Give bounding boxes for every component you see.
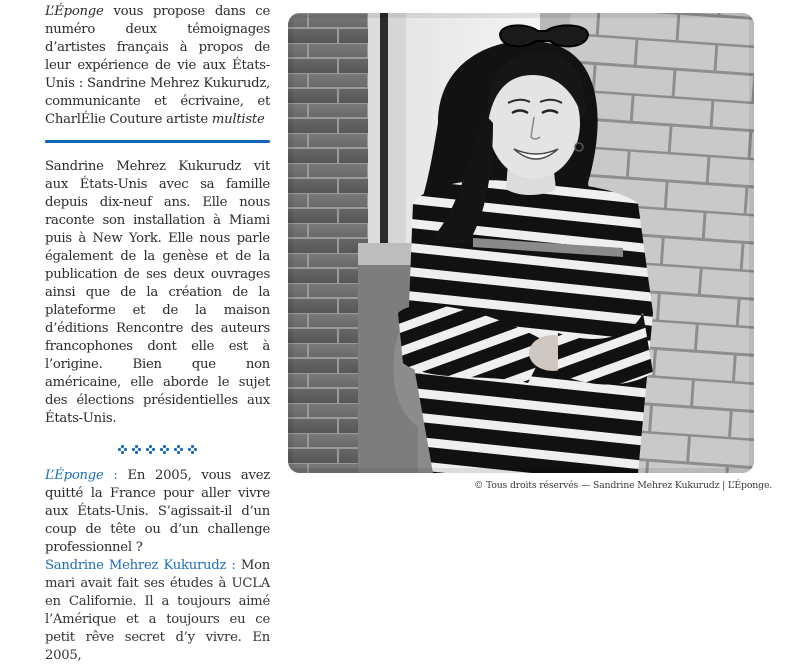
portrait-illustration — [288, 13, 754, 473]
article-text-column — [45, 0, 270, 665]
four-dot-diamond-icon — [146, 445, 155, 454]
interview-answer — [45, 557, 270, 665]
question-speaker: L’Éponge — [45, 468, 104, 483]
section-divider — [45, 140, 270, 143]
four-dot-diamond-icon — [132, 445, 141, 454]
question-text: En 2005, vous avez quitté la France pour aller vivre aux États-Unis. S’agissait-il d’un coup de tête ou d’un challenge professionnel ? — [45, 468, 271, 555]
magazine-name: L’Éponge — [45, 4, 104, 19]
four-dot-diamond-icon — [188, 445, 197, 454]
answer-speaker: Sandrine Mehrez Kukurudz — [45, 558, 227, 573]
intro-emphasis: multiste — [211, 112, 265, 127]
intro-text: vous propose dans ce numéro deux témoignages d’artistes français à propos de leur expérience de vie aux États-Unis : Sandrine Mehrez Kukurudz, communicante et écrivaine, et CharlÉlie Couture artiste — [45, 4, 270, 127]
photo-caption: © Tous droits réservés — Sandrine Mehrez Kukurudz | L’Éponge. — [474, 480, 773, 491]
four-dot-diamond-icon — [160, 445, 169, 454]
four-dot-diamond-icon — [174, 445, 183, 454]
question-separator: : — [103, 468, 128, 483]
intro-paragraph — [45, 0, 270, 129]
ornament-separator — [45, 445, 270, 454]
summary-paragraph: Sandrine Mehrez Kukurudz vit aux États-Unis avec sa famille depuis dix-neuf ans. Elle nous raconte son installation à Miami puis à New York. Elle nous parle également de la genèse et de la publication de ses deux ouvrages ainsi que de la création de la plateforme et de la maison d’éditions Rencontre des auteurs francophones dont elle est à l’origine. Bien que non américaine, elle aborde le sujet des élections présidentielles aux États-Unis. — [45, 159, 270, 426]
four-dot-diamond-icon — [118, 445, 127, 454]
answer-text: Mon mari avait fait ses études à UCLA en Californie. Il a toujours aimé l’Amérique et a toujours eu ce petit rêve secret d’y vivre. En 2005, — [45, 558, 271, 663]
interview-question — [45, 467, 270, 557]
answer-separator: : — [226, 558, 241, 573]
portrait-photo — [288, 13, 754, 473]
